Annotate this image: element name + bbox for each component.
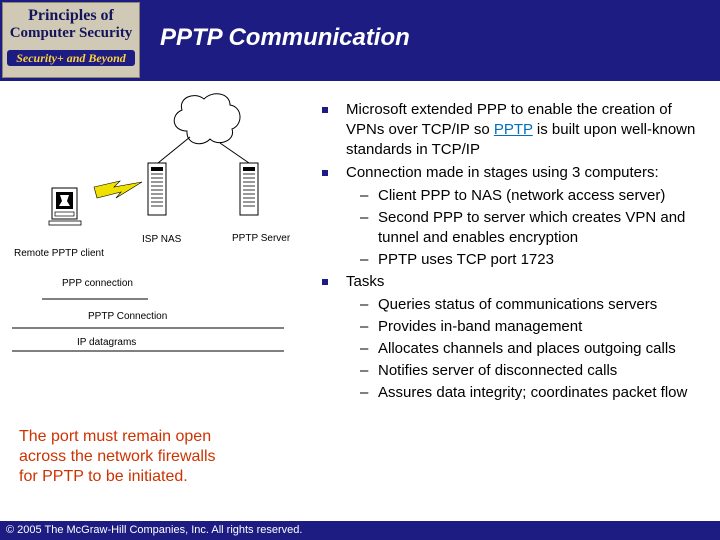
remote-client-label: Remote PPTP client [14,248,104,259]
cloud-icon [174,94,240,144]
dash-marker: – [360,362,369,379]
sub-bullet-item: – Queries status of communications servers [360,296,658,313]
dash-marker: – [360,384,369,401]
server-icon [240,163,258,215]
computer-icon [49,188,81,225]
dash-marker: – [360,318,369,335]
footer-bar [0,521,720,540]
header-bar [0,0,720,81]
sub-bullet-item: – Assures data integrity; coordinates packet flow [360,384,688,401]
dash-marker: – [360,209,369,226]
lightning-icon [94,181,142,198]
sub-bullet-item: – Client PPP to NAS (network access server) [360,187,666,204]
isp-nas-label: ISP NAS [142,234,182,245]
slide-title: PPTP Communication [160,24,410,51]
pptp-connection-label: PPTP Connection [88,311,168,322]
ip-datagrams-label: IP datagrams [77,337,137,348]
sub-bullet-item: – Provides in-band management [360,318,583,335]
port-note: The port must remain open across the network firewalls for PPTP to be initiated. [19,428,216,485]
logo-title-line1: Principles of [28,7,114,24]
bullet-item: Tasks [318,272,713,292]
dash-marker: – [360,187,369,204]
dash-marker: – [360,340,369,357]
sub-bullet-item: – PPTP uses TCP port 1723 [360,251,554,268]
book-logo [2,2,140,78]
logo-title-line2: Computer Security [9,25,133,41]
pptp-diagram [0,81,300,381]
bullet-square-icon [322,170,328,176]
dash-marker: – [360,296,369,313]
sub-bullet-item: – Second PPP to server which creates VPN and tunnel and enables encryption [360,209,686,246]
logo-subtitle: Security+ and Beyond [16,51,126,65]
bullet-list [318,100,713,405]
copyright-text: © 2005 The McGraw-Hill Companies, Inc. All rights reserved. [6,524,303,536]
bullet-item: Connection made in stages using 3 computers: [318,163,713,183]
ppp-connection-label: PPP connection [62,278,133,289]
dash-marker: – [360,251,369,268]
bullet-square-icon [322,107,328,113]
diagram-graphics [0,81,300,381]
pptp-server-label: PPTP Server [232,233,291,244]
bullet-item: Microsoft extended PPP to enable the creation of VPNs over TCP/IP so PPTP is built upon well-known standards in TCP/IP [318,100,713,160]
server-icon [148,163,166,215]
sub-bullet-item: – Notifies server of disconnected calls [360,362,618,379]
bullet-square-icon [322,279,328,285]
pptp-link[interactable]: PPTP [493,121,533,138]
sub-bullet-item: – Allocates channels and places outgoing calls [360,340,676,357]
